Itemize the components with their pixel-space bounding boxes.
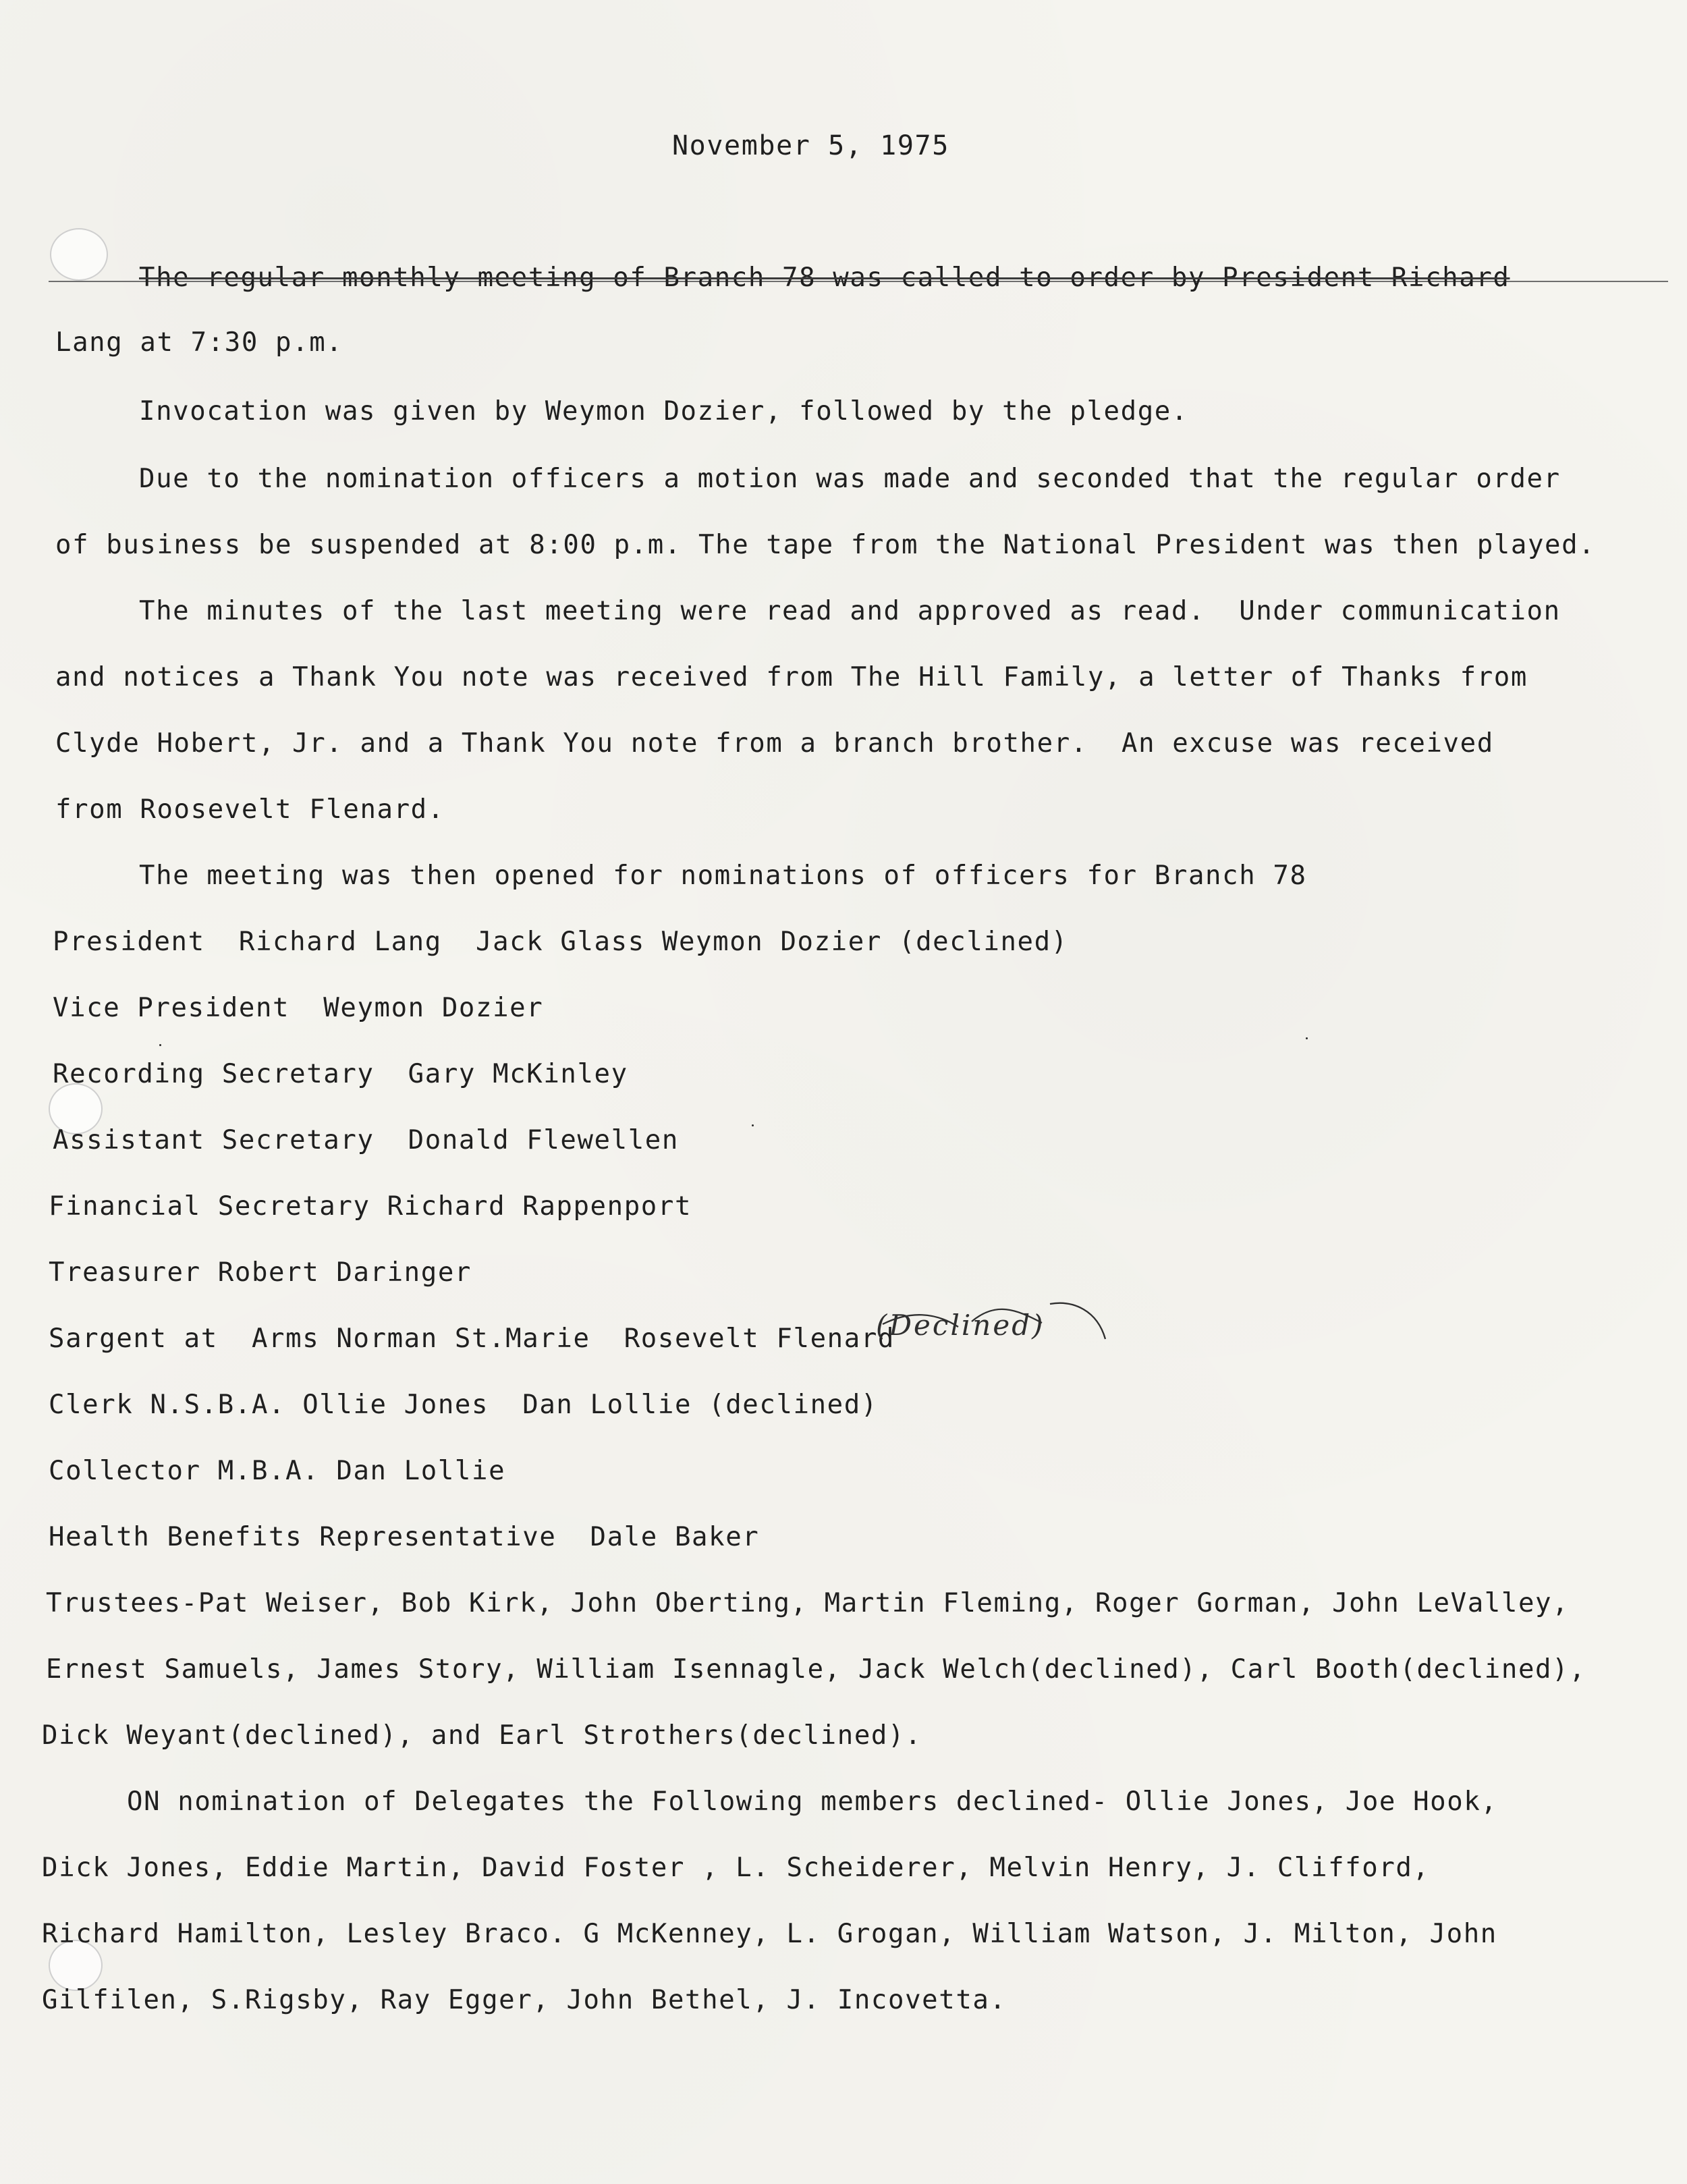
delegates-line-4: Gilfilen, S.Rigsby, Ray Egger, John Bethel, J. Incovetta. bbox=[42, 1985, 1007, 2015]
handwritten-declined-text: (Declined) bbox=[876, 1309, 1045, 1342]
due-line-1: Due to the nomination officers a motion was made and seconded that the regular order bbox=[139, 464, 1561, 494]
scan-speck bbox=[159, 1044, 161, 1046]
sargent-line: Sargent at Arms Norman St.Marie Rosevelt Flenard bbox=[49, 1323, 895, 1354]
treasurer-line: Treasurer Robert Daringer bbox=[49, 1257, 472, 1288]
handwritten-declined bbox=[875, 1297, 1109, 1351]
clerk-line: Clerk N.S.B.A. Ollie Jones Dan Lollie (declined) bbox=[49, 1390, 878, 1420]
document-date: November 5, 1975 bbox=[672, 130, 949, 161]
minutes-line-1: The minutes of the last meeting were read and approved as read. Under communication bbox=[139, 596, 1561, 626]
collector-line: Collector M.B.A. Dan Lollie bbox=[49, 1456, 506, 1486]
assistant-secretary-line: Assistant Secretary Donald Flewellen bbox=[53, 1125, 679, 1155]
scan-speck bbox=[1306, 1037, 1308, 1039]
president-line: President Richard Lang Jack Glass Weymon Dozier (declined) bbox=[53, 927, 1068, 957]
recording-secretary-line: Recording Secretary Gary McKinley bbox=[53, 1059, 628, 1089]
intro-line-2: Lang at 7:30 p.m. bbox=[55, 327, 343, 358]
delegates-line-3: Richard Hamilton, Lesley Braco. G McKenney, L. Grogan, William Watson, J. Milton, John bbox=[42, 1919, 1497, 1949]
nominations-intro: The meeting was then opened for nominations of officers for Branch 78 bbox=[139, 861, 1307, 891]
minutes-line-4: from Roosevelt Flenard. bbox=[55, 794, 445, 825]
invocation-line: Invocation was given by Weymon Dozier, followed by the pledge. bbox=[139, 396, 1188, 427]
trustees-line-1: Trustees-Pat Weiser, Bob Kirk, John Oberting, Martin Fleming, Roger Gorman, John LeValley, bbox=[46, 1588, 1570, 1618]
health-line: Health Benefits Representative Dale Baker bbox=[49, 1522, 760, 1552]
financial-secretary-line: Financial Secretary Richard Rappenport bbox=[49, 1191, 692, 1222]
punch-hole-top bbox=[50, 228, 108, 281]
vice-president-line: Vice President Weymon Dozier bbox=[53, 993, 544, 1023]
trustees-line-2: Ernest Samuels, James Story, William Isennagle, Jack Welch(declined), Carl Booth(declined), bbox=[46, 1654, 1586, 1685]
minutes-line-2: and notices a Thank You note was received from The Hill Family, a letter of Thanks from bbox=[55, 662, 1528, 692]
due-line-2: of business be suspended at 8:00 p.m. The tape from the National President was then played. bbox=[55, 530, 1596, 560]
intro-line-1: The regular monthly meeting of Branch 78 was called to order by President Richard bbox=[139, 263, 1510, 293]
minutes-line-3: Clyde Hobert, Jr. and a Thank You note from a branch brother. An excuse was received bbox=[55, 728, 1494, 759]
trustees-line-3: Dick Weyant(declined), and Earl Strothers(declined). bbox=[42, 1720, 922, 1751]
delegates-line-1: ON nomination of Delegates the Following members declined- Ollie Jones, Joe Hook, bbox=[127, 1786, 1498, 1817]
delegates-line-2: Dick Jones, Eddie Martin, David Foster , L. Scheiderer, Melvin Henry, J. Clifford, bbox=[42, 1853, 1430, 1883]
scan-speck bbox=[752, 1124, 754, 1126]
